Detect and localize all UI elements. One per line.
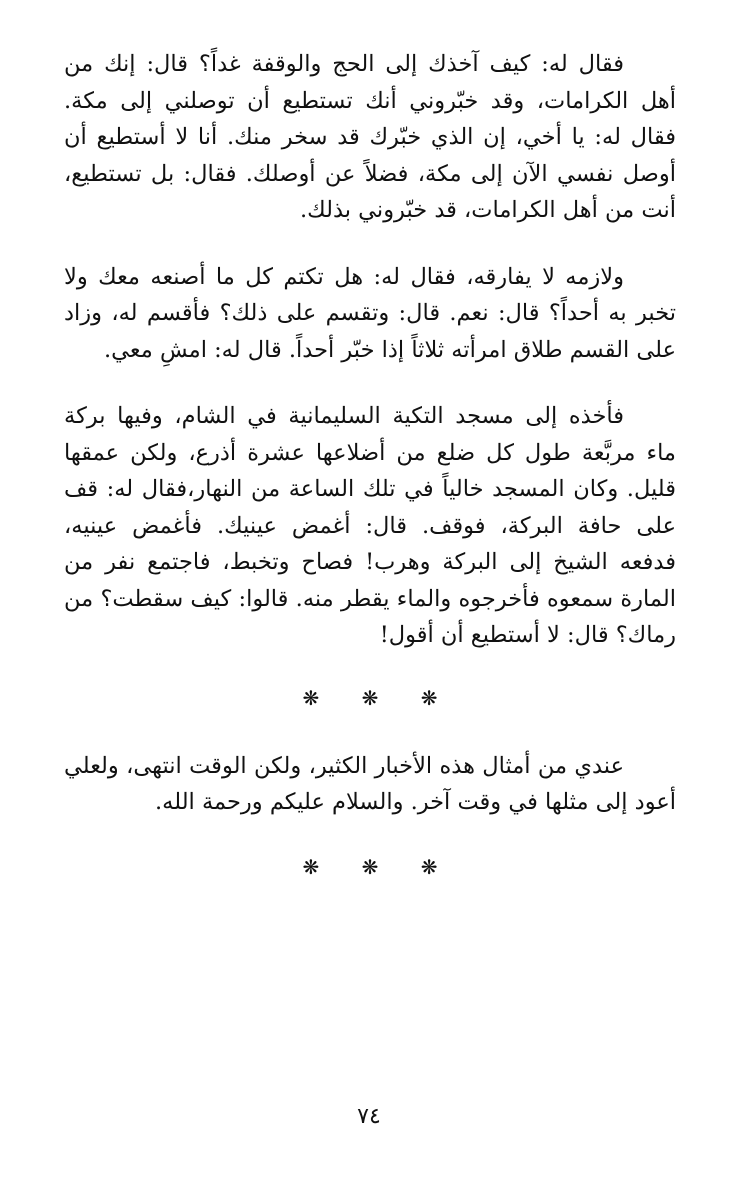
page-body	[64, 46, 676, 887]
section-separator-1: ❋ ❋ ❋	[302, 685, 456, 710]
section-separator-2: ❋ ❋ ❋	[302, 854, 456, 879]
paragraph-4: عندي من أمثال هذه الأخبار الكثير، ولكن الوقت انتهى، ولعلي أعود إلى مثلها في وقت آخر. والسلام عليكم ورحمة الله.	[64, 752, 676, 815]
paragraph-3: فأخذه إلى مسجد التكية السليمانية في الشام، وفيها بركة ماء مربَّعة طول كل ضلع من أضلاعها عشرة أذرع، ولكن عمقها قليل. وكان المسجد خالياً في تلك الساعة من النهار،فقال له: قف على حافة البركة، فوقف. قال: أغمض عينيك. فأغمض عينيه، فدفعه الشيخ إلى البركة وهرب! فصاح وتخبط، فاجتمع نفر من المارة سمعوه فأخرجوه والماء يقطر منه. قالوا: كيف سقطت؟ من رماك؟ قال: لا أستطيع أن أقول!	[64, 403, 676, 648]
paragraph-1: فقال له: كيف آخذك إلى الحج والوقفة غداً؟ قال: إنك من أهل الكرامات، وقد خبّروني أنك تستطيع أن توصلني إلى مكة. فقال له: يا أخي، إن الذي خبّرك قد سخر منك. أنا لا أستطيع أن أوصل نفسي الآن إلى مكة، فضلاً عن أوصلك. فقال: بل تستطيع، أنت من أهل الكرامات، قد خبّروني بذلك.	[64, 51, 676, 223]
paragraph-2: ولازمه لا يفارقه، فقال له: هل تكتم كل ما أصنعه معك ولا تخبر به أحداً؟ قال: نعم. قال: وتقسم على ذلك؟ فأقسم له، وزاد على القسم طلاق امرأته ثلاثاً إذا خبّر أحداً. قال له: امشِ معي.	[64, 263, 676, 363]
page-number: ٧٤	[357, 1104, 381, 1129]
